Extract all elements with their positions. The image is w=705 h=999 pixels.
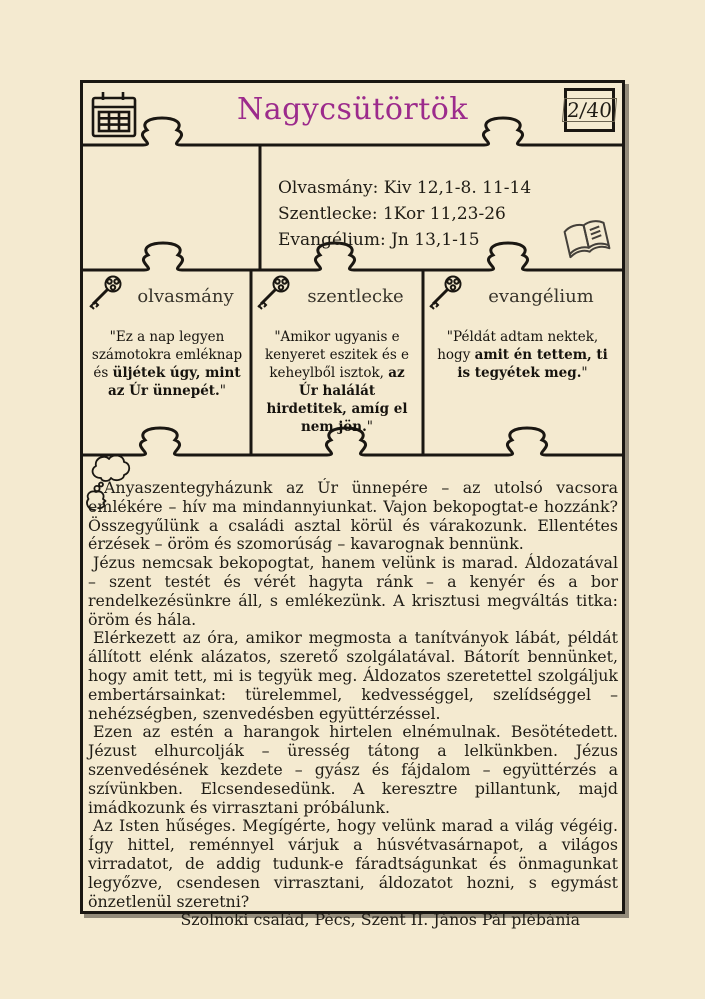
reflection-paragraph: Ezen az estén a harangok hirtelen elnémulnak. Besötétedett. Jézust elhurcolják – üresség tátong a lelkünkben. Jézus szenvedésének kezdete – gyász és fájdalom – együttérzés a szívünkben. Elcsendesedünk. A keresztre pillantunk, majd imádkozunk és virrasztani próbálunk. — [88, 722, 618, 817]
reflection-paragraph: Elérkezett az óra, amikor megmosta a tanítványok lábát, példát állított elénk alázatos, szerető szolgálatával. Bátorít bennünket, hogy amit tett, mi is tegyük meg. Áldozatos szeretettel szolgáljuk embertársainkat: türelemmel, kedvességgel, szelídséggel – nehézségben, szenvedésben együttérzéssel. — [88, 628, 618, 723]
reflection-paragraph: Jézus nemcsak bekopogtat, hanem velünk is marad. Áldozatával – szent testét és vérét hagyta ránk – a kenyér és a bor rendelkezésünkre áll, s emlékezünk. A krisztusi megváltás titka: öröm és hála. — [88, 553, 618, 629]
puzzle-worksheet-frame — [80, 80, 625, 930]
section-szentlecke-label: szentlecke — [307, 285, 404, 307]
reading-szentlecke: Szentlecke: 1Kor 11,23-26 — [278, 204, 506, 224]
section-evangelium-label: evangélium — [488, 285, 594, 307]
section-olvasmany-label: olvasmány — [137, 285, 234, 307]
readings-list — [278, 175, 558, 253]
page-title: Nagycsütörtök — [236, 92, 469, 127]
reading-evangelium: Evangélium: Jn 13,1-15 — [278, 230, 480, 250]
page-number: 2/40 — [562, 98, 617, 122]
section-olvasmany-header — [83, 270, 251, 316]
quote-evangelium: "Példát adtam nektek, hogy amit én tettem, ti is tegyétek meg." — [437, 329, 608, 381]
page-number-box — [564, 88, 615, 132]
reflection-paragraph: Anyaszentegyházunk az Úr ünnepére – az utolsó vacsora emlékére – hív ma mindannyiunkat. Vajon bekopogtat-e hozzánk? Összegyűlünk a családi asztal körül és várakozunk. Ellentétes érzések – öröm és szomorúság – kavarognak bennünk. — [88, 478, 618, 554]
reflection-paragraph: Az Isten hűséges. Megígérte, hogy velünk marad a világ végéig. Így hittel, reménnyel várjuk a húsvétvasárnapot, a világos virradatot, de addig tudunk-e fáradtságunkat és önmagunkat legyőzve, csendesen virrasztani, áldozatot hozni, s egymást önzetlenül szeretni? — [88, 816, 618, 911]
section-evangelium-header — [423, 270, 622, 316]
section-szentlecke — [251, 270, 423, 455]
section-olvasmany — [83, 270, 251, 455]
quote-olvasmany: "Ez a nap legyen számotokra emléknap és üljétek úgy, mint az Úr ünnepét." — [91, 329, 243, 399]
reflection-text — [88, 479, 618, 930]
quote-szentlecke: "Amikor ugyanis e kenyeret eszitek és e keheylből isztok, az Úr halálát hirdetitek, amíg el nem jön." — [264, 329, 410, 435]
open-book-icon — [561, 217, 613, 267]
signature-line: Szolnoki család, Pécs, Szent II. János Pál plébánia — [180, 910, 580, 930]
key-icon — [254, 274, 292, 318]
key-icon — [426, 274, 464, 318]
section-szentlecke-header — [251, 270, 423, 316]
key-icon — [86, 274, 124, 318]
section-evangelium — [423, 270, 622, 455]
reading-olvasmany: Olvasmány: Kiv 12,1-8. 11-14 — [278, 178, 532, 198]
